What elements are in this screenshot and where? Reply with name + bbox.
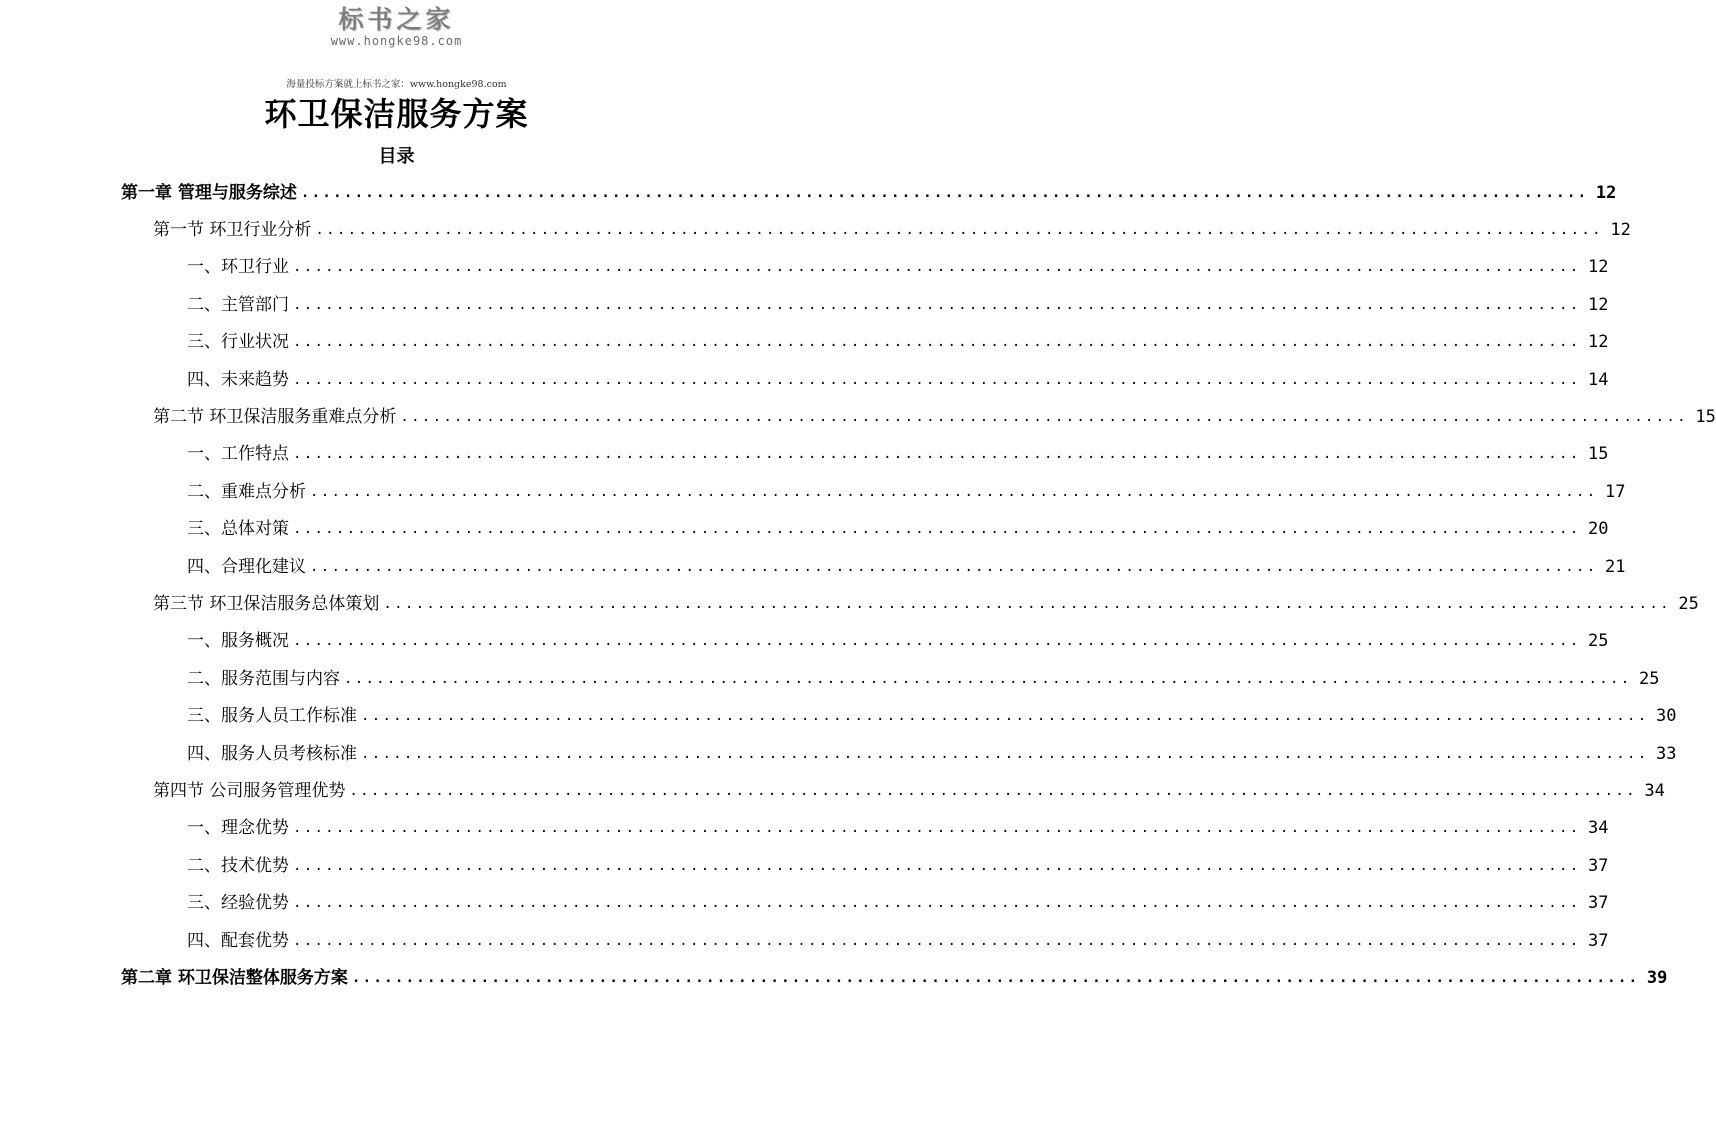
toc-entry-page-number: 25 xyxy=(1587,631,1609,652)
toc-entry-label: 四、服务人员考核标准 xyxy=(187,743,357,764)
toc-entry-page-number: 25 xyxy=(1638,668,1660,689)
toc-entry-page-number: 12 xyxy=(1595,182,1617,203)
toc-entry-page-number: 34 xyxy=(1644,781,1665,802)
toc-entry-label: 三、服务人员工作标准 xyxy=(187,706,357,727)
toc-dot-leader: ........................................................................................................................ xyxy=(293,857,1581,874)
toc-entry-label: 四、合理化建议 xyxy=(187,556,306,577)
toc-entry-page-number: 37 xyxy=(1587,930,1609,951)
toc-dot-leader: ........................................................................................................................ xyxy=(293,259,1581,276)
toc-entry[interactable] xyxy=(187,623,1609,660)
toc-dot-leader: ........................................................................................................................ xyxy=(310,483,1598,500)
toc-dot-leader: ........................................................................................................................ xyxy=(293,371,1581,388)
toc-entry[interactable] xyxy=(187,436,1609,473)
toc-entry-page-number: 25 xyxy=(1678,594,1699,615)
toc-entry-label: 第四节 公司服务管理优势 xyxy=(153,781,346,802)
toc-entry-page-number: 33 xyxy=(1655,743,1677,764)
toc-entry-label: 第一章 管理与服务综述 xyxy=(121,182,297,203)
toc-entry-label: 第三节 环卫保洁服务总体策划 xyxy=(153,594,380,615)
toc-dot-leader: ........................................................................................................................ xyxy=(293,446,1581,463)
toc-entry-page-number: 12 xyxy=(1610,220,1631,241)
toc-entry-label: 二、服务范围与内容 xyxy=(187,668,340,689)
toc-entry[interactable] xyxy=(187,810,1609,847)
toc-entry[interactable] xyxy=(187,735,1677,772)
toc-entry-label: 第二节 环卫保洁服务重难点分析 xyxy=(153,407,397,428)
toc-entry[interactable] xyxy=(153,772,1665,809)
toc-entry[interactable] xyxy=(153,585,1699,622)
toc-entry-label: 一、环卫行业 xyxy=(187,257,289,278)
toc-entry-label: 三、行业状况 xyxy=(187,332,289,353)
toc-entry[interactable] xyxy=(187,548,1626,585)
toc-entry[interactable] xyxy=(187,286,1609,323)
toc-entry[interactable] xyxy=(187,660,1660,697)
toc-entry-label: 四、配套优势 xyxy=(187,930,289,951)
toc-dot-leader: ........................................................................................................................ xyxy=(293,895,1581,912)
toc-entry-label: 一、理念优势 xyxy=(187,818,289,839)
toc-dot-leader: ........................................................................................................................ xyxy=(400,409,1688,426)
toc-dot-leader: ........................................................................................................................ xyxy=(293,633,1581,650)
toc-entry[interactable] xyxy=(153,211,1631,248)
toc-entry[interactable] xyxy=(121,959,1668,996)
toc-entry-label: 三、总体对策 xyxy=(187,519,289,540)
toc-dot-leader: ........................................................................................................................ xyxy=(361,745,1649,762)
toc-entry-page-number: 20 xyxy=(1587,519,1609,540)
toc-entry-label: 第一节 环卫行业分析 xyxy=(153,220,312,241)
toc-entry-page-number: 37 xyxy=(1587,893,1609,914)
toc-entry-page-number: 15 xyxy=(1587,444,1609,465)
toc-dot-leader: ........................................................................................................................ xyxy=(293,334,1581,351)
header-watermark: 海量投标方案就上标书之家：www.hongke98.com xyxy=(286,79,507,90)
toc-entry-page-number: 34 xyxy=(1587,818,1609,839)
toc-entry[interactable] xyxy=(187,324,1609,361)
toc-entry-label: 二、主管部门 xyxy=(187,294,289,315)
toc-entry-label: 一、工作特点 xyxy=(187,444,289,465)
toc-dot-leader: ........................................................................................................................ xyxy=(293,932,1581,949)
toc-dot-leader: ........................................................................................................................ xyxy=(349,783,1637,800)
toc-entry-page-number: 12 xyxy=(1587,332,1609,353)
toc-entry-page-number: 17 xyxy=(1604,481,1626,502)
toc-dot-leader: ........................................................................................................................ xyxy=(315,222,1603,239)
toc-entry-page-number: 21 xyxy=(1604,556,1626,577)
toc-heading: 目录 xyxy=(378,146,415,167)
toc-dot-leader: ........................................................................................................................ xyxy=(293,820,1581,837)
toc-entry-label: 二、重难点分析 xyxy=(187,481,306,502)
toc-entry[interactable] xyxy=(187,511,1609,548)
toc-entry-label: 一、服务概况 xyxy=(187,631,289,652)
toc-dot-leader: ........................................................................................................................ xyxy=(351,970,1640,987)
toc-entry-page-number: 12 xyxy=(1587,257,1609,278)
toc-entry-label: 第二章 环卫保洁整体服务方案 xyxy=(121,968,348,989)
toc-entry[interactable] xyxy=(153,398,1716,435)
toc-entry-page-number: 14 xyxy=(1587,369,1609,390)
toc-dot-leader: ........................................................................................................................ xyxy=(383,596,1671,613)
toc-entry-page-number: 30 xyxy=(1655,706,1677,727)
toc-entry[interactable] xyxy=(187,922,1609,959)
site-logo xyxy=(0,6,793,48)
toc-entry[interactable] xyxy=(187,249,1609,286)
toc-entry[interactable] xyxy=(187,698,1677,735)
document-title: 环卫保洁服务方案 xyxy=(264,95,529,133)
toc-dot-leader: ........................................................................................................................ xyxy=(293,296,1581,313)
toc-dot-leader: ........................................................................................................................ xyxy=(310,558,1598,575)
toc-dot-leader: ........................................................................................................................ xyxy=(293,521,1581,538)
toc-entry[interactable] xyxy=(121,174,1617,211)
toc-dot-leader: ........................................................................................................................ xyxy=(300,184,1589,201)
toc-entry-page-number: 39 xyxy=(1646,968,1668,989)
logo-title: 标书之家 xyxy=(338,5,455,34)
toc-entry[interactable] xyxy=(187,885,1609,922)
toc-entry-label: 三、经验优势 xyxy=(187,893,289,914)
toc-entry-label: 二、技术优势 xyxy=(187,855,289,876)
toc-dot-leader: ........................................................................................................................ xyxy=(361,708,1649,725)
toc-entry[interactable] xyxy=(187,361,1609,398)
logo-url: www.hongke98.com xyxy=(330,34,463,48)
toc-entry-page-number: 12 xyxy=(1587,294,1609,315)
toc-entry[interactable] xyxy=(187,473,1626,510)
toc-entry-page-number: 15 xyxy=(1695,407,1716,428)
toc-entry[interactable] xyxy=(187,847,1609,884)
toc-entry-label: 四、未来趋势 xyxy=(187,369,289,390)
toc-dot-leader: ........................................................................................................................ xyxy=(344,670,1632,687)
toc-entry-page-number: 37 xyxy=(1587,855,1609,876)
